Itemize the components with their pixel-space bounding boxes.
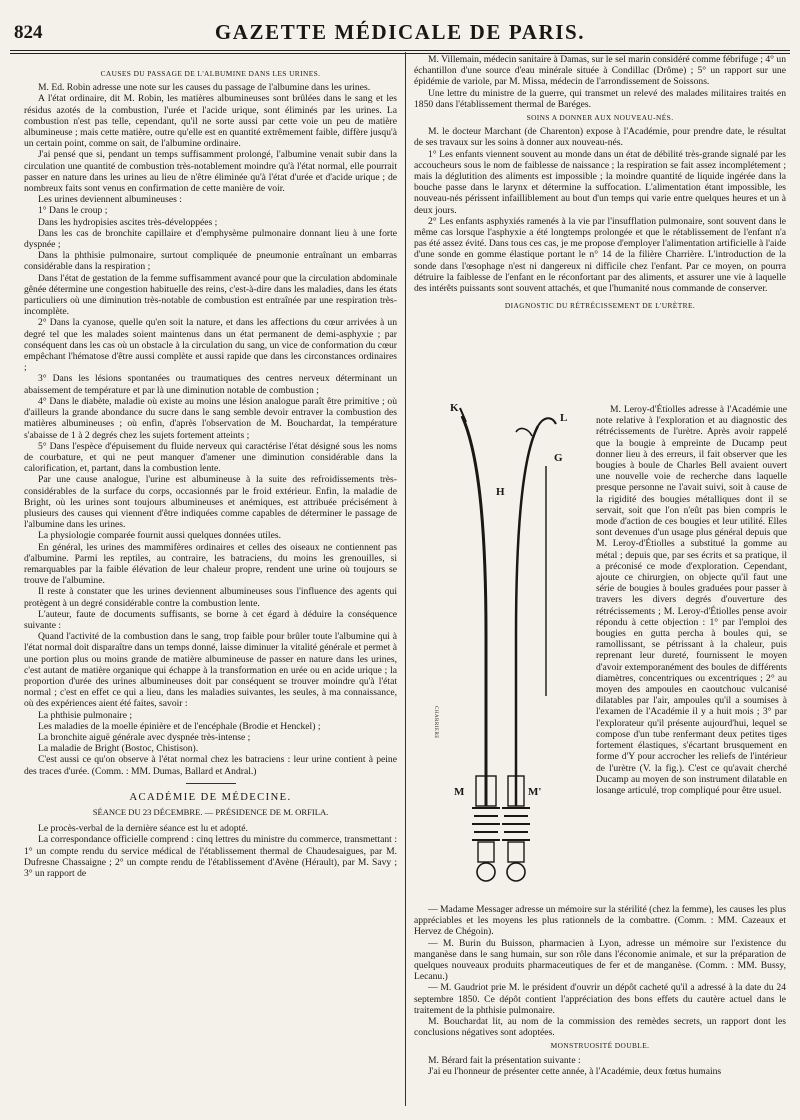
figure-label-m: M	[454, 786, 465, 798]
paragraph: La correspondance officielle comprend : cinq lettres du ministre du commerce, transmettant : 1° un compte rendu du service médical de l'établissement thermal de Chaudesaigues, par M. Dufresne Chassaigne ; 2° un compte rendu de l'établissement d'Avène (Hérault), par M. Savy ; 3° un rapport de	[24, 834, 397, 880]
urethra-article	[596, 404, 787, 796]
paragraph: La bronchite aiguë générale avec dyspnée très-intense ;	[38, 731, 251, 743]
paragraph: 1° Dans le croup ;	[38, 205, 108, 217]
section-separator	[186, 783, 236, 784]
paragraph: Dans l'état de gestation de la femme suffisamment avancé pour que la circulation abdominale gênée détermine une congestion habituelle des reins, c'est-à-dire dans les maladies, dans les états particuliers où une diminution très-notable de combustion est entraînée par une respiration très-incomplète.	[24, 272, 397, 318]
paragraph: M. Villemain, médecin sanitaire à Damas, sur le sel marin considéré comme fébrifuge ; 4° un échantillon d'une source d'eau minérale située à Condillac (Drôme) ; 5° un rapport sur une épidémie de variole, par M. Missa, médecin de l'arrondissement de Soissons.	[414, 54, 786, 88]
urethra-article-body	[596, 404, 787, 796]
paragraph: M. Bouchardat lit, au nom de la commission des remèdes secrets, un rapport dont les conclusions négatives sont adoptées.	[414, 1016, 786, 1039]
paragraph: 5° Dans l'espèce d'épuisement du fluide nerveux qui caractérise l'état désigné sous les noms de courbature, et qui ne peut manquer d'amener une diminution considérable dans la calorification, et, partant, dans la combustion lente.	[24, 440, 397, 475]
paragraph: Dans la phthisie pulmonaire, surtout compliquée de pneumonie entraînant un embarras considérable dans la respiration ;	[24, 250, 397, 273]
paragraph: La physiologie comparée fournit aussi quelques données utiles.	[38, 530, 281, 542]
section-heading-urethra: DIAGNOSTIC DU RÉTRÉCISSEMENT DE L'URÈTRE.	[504, 301, 696, 311]
paragraph: M. Ed. Robin adresse une note sur les causes du passage de l'albumine dans les urines.	[38, 82, 371, 94]
paragraph: M. le docteur Marchant (de Charenton) expose à l'Académie, pour prendre date, le résultat de ses travaux sur les soins à donner aux nouveau-nés.	[414, 126, 786, 149]
paragraph: C'est aussi ce qu'on observe à l'état normal chez les batraciens : leur urine contient à peine des traces d'urée. (Comm. : MM. Dumas, Ballard et Andral.)	[24, 754, 397, 777]
paragraph: 2° Les enfants asphyxiés ramenés à la vie par l'insufflation pulmonaire, sont souvent dans le même cas lorsque l'asphyxie a été longtemps prolongée et que le rétablissement de l'enfant n'a pas été assez évité. Dans tous ces cas, je me propose d'employer l'alimentation artificielle à l'aide d'une sonde en gomme élastique portant le n° 14 de la filière Charrière. L'introduction de la sonde dans l'œsophage n'est ni dangereux ni difficile chez l'enfant. Par ce moyen, on pourra détruire la faiblesse de l'enfant en le réconfortant par des aliments, et assurer une vie à laquelle des intérêts puissants sont souvent attachés, et que l'humanité nous commande de conserver.	[414, 215, 787, 295]
paragraph: La phthisie pulmonaire ;	[38, 709, 133, 721]
right-column-bottom	[414, 904, 786, 1077]
paragraph: Dans les hydropisies ascites très-développées ;	[38, 216, 218, 228]
paragraph: 2° Dans la cyanose, quelle qu'en soit la nature, et dans les affections du cœur arrivées à un degré tel que les malades soient maintenus dans un état permanent de demi-asphyxie ; par conséquent dans les cas où un obstacle à la circulation du sang, un vice de conformation du cœur empêchant l'hématose d'être aussi complète et aussi rapide que dans les circonstances ordinaires ;	[24, 317, 397, 374]
paragraph: L'auteur, faute de documents suffisants, se borne à cet égard à déduire la conséquence suivante :	[24, 608, 397, 631]
page-header	[10, 20, 790, 46]
page-number: 824	[14, 22, 43, 43]
paragraph: J'ai pensé que si, pendant un temps suffisamment prolongé, l'albumine venait subir dans la circulation une quantité de combustion très-notablement moindre qu'à l'état normal, elle pourrait passer en nature dans les urines au lieu de n'être éliminée qu'à l'état d'urée et d'acide urique ; de nombreux faits sont venus en confirmation de cette manière de voir.	[24, 149, 397, 195]
paragraph: M. Leroy-d'Étiolles adresse à l'Académie une note relative à l'exploration et au diagnostic des rétrécissements de l'urètre. Après avoir rappelé que la bougie à empreinte de Ducamp peut donner lieu à des erreurs, il fait observer que les bougies à boule de Charles Bell avaient ouvert une nouvelle voie de recherche dans laquelle presque personne ne l'avait suivi, soit à cause de la rigidité des bougies métalliques dont il se servait, soit que l'on n'eût pas bien compris le mode d'action de ces bougies et leur utilité. Elles sont devenues d'un usage plus général depuis que M. Leroy-d'Étiolles a substitué la gomme au métal ; depuis que, par ses écrits et sa pratique, il a préconisé ce mode d'exploration. Cependant, ajoute ce chirurgien, on objecte qu'il faut une série de bougies à boules graduées pour passer à travers les divers degrés d'ouverture des rétrécissements ; M. Leroy-d'Étiolles pense avoir répondu à cette objection : 1° par l'emploi des bougies en gutta percha à boules qui, se ramollissant, se pétrissant à la chaleur, puis reprenant leur dureté, fournissent le moyen d'avoir extemporanément des boules de différents diamètres, concentriques ou excentriques ; 2° au moyen des ampoules en caoutchouc vulcanisé dilatables par l'air, ampoules qu'il a soumises à l'examen de l'Académie il y a huit mois ; 3° par l'explorateur qu'il présente aujourd'hui, lequel se compose d'un tube renfermant deux petites tiges fortement élastiques, s'écartant brusquement en forme d'Y pour accrocher les reliefs de l'intérieur de l'urètre (V. la fig.). C'est ce qu'avait cherché Ducamp au moyen de son instrument dilatable en losange articulé, trop compliqué pour être usuel.	[596, 404, 787, 796]
paragraph: 1° Les enfants viennent souvent au monde dans un état de débilité très-grande signalé par les accoucheurs sous le nom de faiblesse de naissance ; la respiration se fait assez incomplétement ; mais la déglutition des aliments est impossible ; la moindre quantité de liquide ingérée dans la bouche passe dans le larynx et détermine la suffocation. L'alimentation étant impossible, les nouveau-nés périssent infailliblement au bout d'un temps qui varie entre quelques heures et un à deux jours.	[414, 148, 786, 216]
academy-title: ACADÉMIE DE MÉDECINE.	[129, 791, 292, 803]
paragraph: Par une cause analogue, l'urine est albumineuse à la suite des refroidissements très-considérables de la surface du corps, occasionnés par le froid extérieur. Enfin, la maladie de Bright, où les urines sont toujours albumineuses et anémiques, est attribuée précisément à plusieurs des causes qui viennent d'être indiquées comme capables de déterminer le passage de l'albumine dans les urines.	[24, 474, 397, 531]
left-column	[24, 66, 397, 879]
paragraph: Le procès-verbal de la dernière séance est lu et adopté.	[38, 823, 248, 835]
figure-label-g: G	[554, 452, 563, 464]
paragraph: M. Bérard fait la présentation suivante :	[428, 1054, 581, 1066]
section-heading-albumine: CAUSES DU PASSAGE DE L'ALBUMINE DANS LES URINES.	[100, 69, 321, 78]
urethral-explorer-figure	[420, 396, 592, 898]
paragraph: Une lettre du ministre de la guerre, qui transmet un relevé des malades militaires traités en 1850 dans l'établissement thermal de Baréges.	[414, 87, 786, 110]
column-divider	[405, 52, 406, 1106]
maker-stamp: CHARRIERE	[433, 706, 438, 739]
figure-label-l: L	[560, 412, 568, 424]
figure-label-m-prime: M'	[528, 786, 542, 798]
header-rule-top	[10, 50, 790, 51]
correspondence-continued	[414, 54, 786, 110]
session-line: SÉANCE DU 23 DÉCEMBRE. — PRÉSIDENCE DE M. ORFILA.	[92, 807, 329, 817]
paragraph: Les urines deviennent albumineuses :	[38, 194, 182, 206]
journal-title: GAZETTE MÉDICALE DE PARIS.	[214, 20, 586, 44]
memoirs-list	[414, 904, 786, 1038]
paragraph: A l'état ordinaire, dit M. Robin, les matières albumineuses sont brûlées dans le sang et les résidus azotés de la combustion, l'urée et l'acide urique, sont éliminés par les urines. La combustion n'est pas telle, cependant, qu'il ne sorte aussi par cette voie un peu de matière albumineuse ; mais cette matière, outre qu'elle est en quantité extrêmement faible, diffère jusqu'à un certain point, comme on sait, de l'albumine ordinaire.	[24, 93, 397, 150]
paragraph: — M. Burin du Buisson, pharmacien à Lyon, adresse un mémoire sur l'existence du manganèse dans le sang humain, sur son rôle dans l'économie animale, et sur la préparation de quelques nouveaux produits pharmaceutiques de fer et de manganèse. (Comm. : MM. Bussy, Lecanu.)	[414, 937, 786, 983]
figure-label-h: H	[496, 486, 505, 498]
monstruosite-article	[414, 1055, 786, 1077]
figure-label-k: K	[450, 402, 459, 414]
paragraph: — Madame Messager adresse un mémoire sur la stérilité (chez la femme), les causes les plus appréciables et les moyens les plus rationnels de la combattre. (Comm. : MM. Cazeaux et Hervez de Chégoin).	[414, 904, 786, 938]
paragraph: Les maladies de la moelle épinière et de l'encéphale (Brodie et Henckel) ;	[38, 720, 321, 732]
paragraph: — M. Gaudriot prie M. le président d'ouvrir un dépôt cacheté qu'il a adressé à la date du 24 septembre 1850. Ce dépôt contient l'appréciation des bons effets du cautère actuel dans le traitement de la phthisie pulmonaire.	[414, 982, 786, 1016]
albumine-article	[24, 82, 397, 777]
academy-minutes	[24, 823, 397, 879]
newborn-article	[414, 126, 786, 294]
paragraph: Il reste à constater que les urines deviennent albumineuses sous l'influence des agents qui protègent à un degré considérable contre la combustion lente.	[24, 586, 397, 609]
paragraph: J'ai eu l'honneur de présenter cette année, à l'Académie, deux fœtus humains	[428, 1065, 722, 1077]
paragraph: La maladie de Bright (Bostoc, Chistison).	[38, 743, 199, 755]
paragraph: En général, les urines des mammifères ordinaires et celles des oiseaux ne contiennent pas d'albumine. Parmi les reptiles, au contraire, les batraciens, du moins les grenouilles, si remarquables par la faible élévation de leur chaleur propre, rendent une urine où toujours se trouve de l'albumine.	[24, 541, 397, 587]
paragraph: Dans les cas de bronchite capillaire et d'emphysème pulmonaire donnant lieu à une forte dyspnée ;	[24, 227, 397, 251]
paragraph: Quand l'activité de la combustion dans le sang, trop faible pour brûler toute l'albumine qui à l'état normal doit disparaître dans un temps donné, laisse diminuer la vitalité générale et permet à une portion plus ou moins grande de matière albumineuse de passer en nature dans les urines, c'est autant de matière organique qui échappe à la transformation en urée ou en acide urique ; la proportion d'urée des urines albumineuses doit par conséquent se trouver moindre qu'à l'état normal ; c'est en effet ce qui a lieu, dans les maladies suivantes, les seules, à ma connaissance, où des expériences aient été faites, savoir :	[24, 631, 397, 710]
section-heading-newborns: SOINS A DONNER AUX NOUVEAU-NÉS.	[526, 113, 674, 123]
section-heading-monstruosite: MONSTRUOSITÉ DOUBLE.	[550, 1041, 650, 1051]
paragraph: 4° Dans le diabète, maladie où existe au moins une lésion analogue paraît être primitive ; où d'ailleurs la grande abondance du sucre dans le sang semble devoir entraver la combustion des matières albumineuses ; où enfin, d'après l'observation de M. Bouchardat, la température s'abaisse de 1 à 2 degrés chez les sujets fortement atteints ;	[24, 395, 397, 441]
paragraph: 3° Dans les lésions spontanées ou traumatiques des centres nerveux déterminant un abaissement de température et par là une diminution notable de combustion ;	[24, 373, 397, 396]
right-column-top	[414, 54, 786, 314]
